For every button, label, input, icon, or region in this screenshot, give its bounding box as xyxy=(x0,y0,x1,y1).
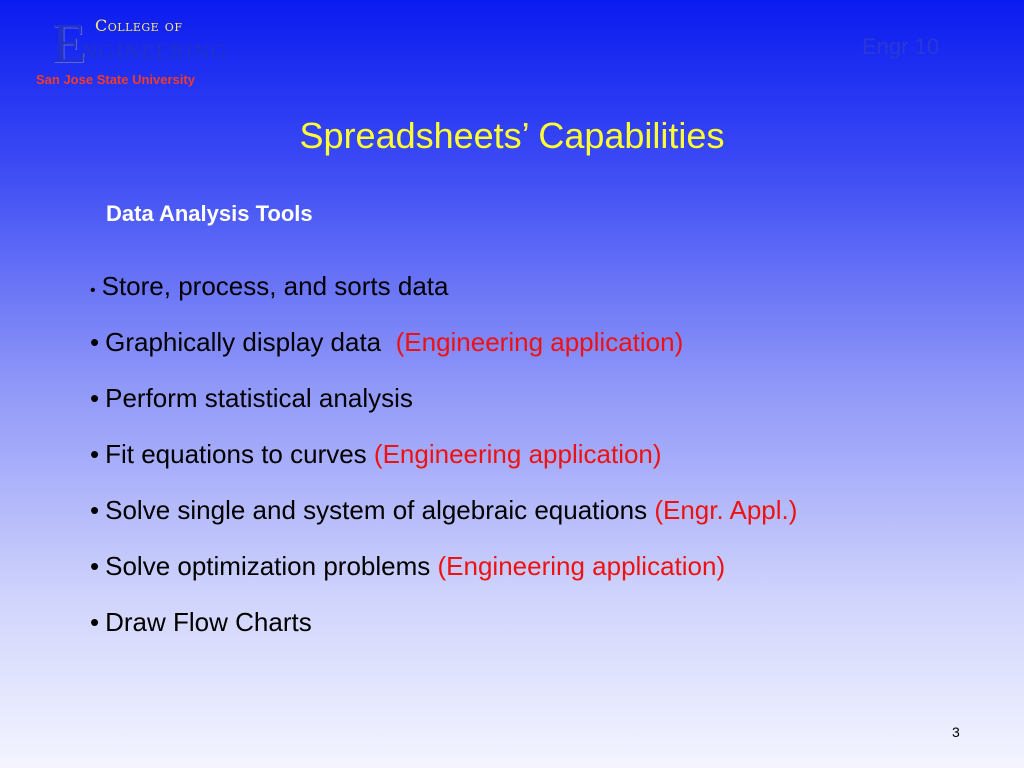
bullet-note: (Engineering application) xyxy=(437,551,726,581)
bullet-note: (Engr. Appl.) xyxy=(654,495,798,525)
bullet-note: (Engineering application) xyxy=(373,439,662,469)
university-name: San Jose State University xyxy=(36,72,195,87)
bullet-dot: • xyxy=(90,551,100,581)
bullet-text: Store, process, and sorts data xyxy=(101,271,449,301)
bullet-item xyxy=(90,434,797,490)
slide-title: Spreadsheets’ Capabilities xyxy=(299,115,725,156)
bullet-dot: • xyxy=(90,439,100,469)
college-logo xyxy=(36,12,252,92)
bullet-dot: • xyxy=(90,607,100,637)
bullet-item xyxy=(90,322,797,378)
bullet-text: Solve optimization problems xyxy=(105,551,431,581)
bullet-dot: • xyxy=(90,327,100,357)
page-number: 3 xyxy=(952,724,960,740)
bullet-text: Graphically display data xyxy=(105,327,382,357)
bullet-text: Fit equations to curves xyxy=(105,439,367,469)
bullet-dot: • xyxy=(90,282,96,299)
bullet-text: Draw Flow Charts xyxy=(105,607,312,637)
bullet-dot: • xyxy=(90,495,100,525)
bullet-item xyxy=(90,546,797,602)
course-tag: Engr 10 xyxy=(862,34,940,59)
section-subtitle: Data Analysis Tools xyxy=(106,201,313,226)
bullet-item xyxy=(90,378,797,434)
logo-engineering-text: NGINEERING xyxy=(82,39,228,64)
bullet-text: Perform statistical analysis xyxy=(105,383,413,413)
bullet-list xyxy=(90,266,797,658)
bullet-text: Solve single and system of algebraic equations xyxy=(105,495,648,525)
bullet-dot: • xyxy=(90,383,100,413)
logo-college-text: College of xyxy=(95,16,183,35)
logo-initial: E xyxy=(52,13,87,75)
bullet-note: (Engineering application) xyxy=(395,327,684,357)
bullet-item xyxy=(90,490,797,546)
bullet-item xyxy=(90,266,797,322)
bullet-item xyxy=(90,602,797,658)
